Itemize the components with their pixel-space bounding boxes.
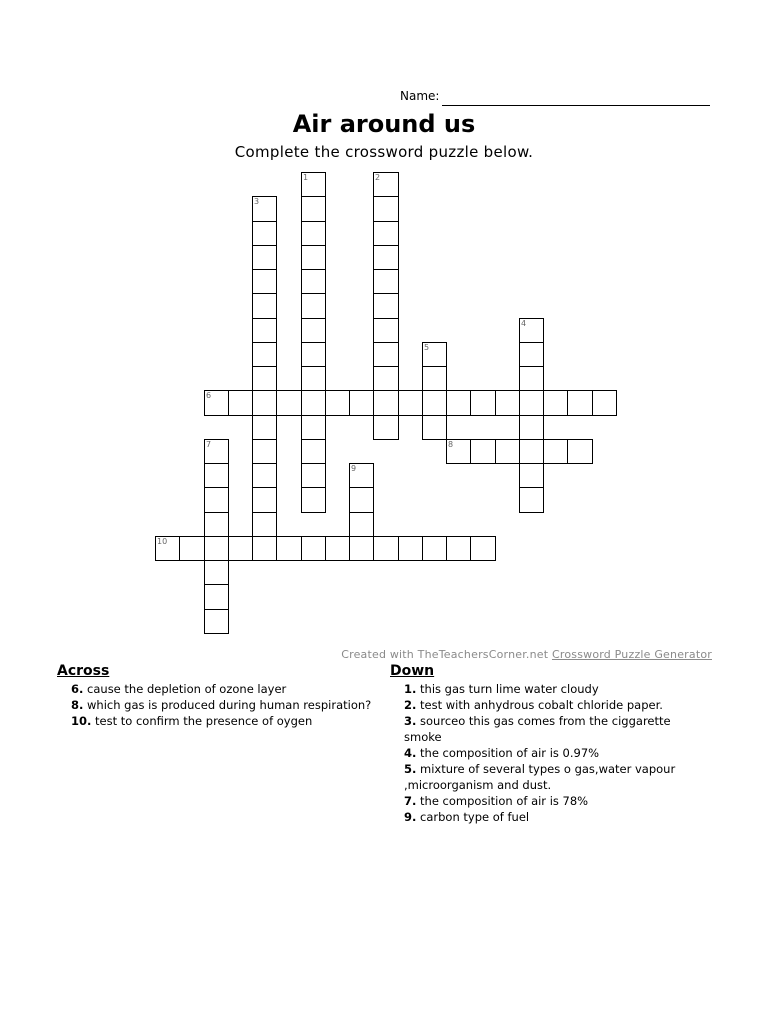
clue-number: 1 xyxy=(303,173,309,182)
crossword-cell[interactable] xyxy=(543,390,568,416)
clue-number-label: 1. xyxy=(404,682,417,696)
crossword-cell[interactable] xyxy=(373,366,399,391)
clue-text: sourceo this gas comes from the ciggarette smoke xyxy=(404,714,671,744)
crossword-cell[interactable] xyxy=(252,221,277,246)
across-clue xyxy=(71,713,391,729)
crossword-cell[interactable] xyxy=(422,390,447,416)
clue-text: test with anhydrous cobalt chloride paper. xyxy=(416,698,663,712)
crossword-cell[interactable] xyxy=(519,463,544,488)
crossword-cell[interactable] xyxy=(301,390,326,416)
crossword-cell[interactable] xyxy=(204,536,229,561)
crossword-cell[interactable] xyxy=(495,390,520,416)
crossword-cell[interactable] xyxy=(519,439,544,464)
crossword-cell[interactable] xyxy=(422,536,447,561)
down-clue xyxy=(404,697,704,713)
crossword-cell[interactable] xyxy=(252,439,277,464)
credit-text: Created with TheTeachersCorner.net xyxy=(341,648,552,661)
crossword-cell[interactable] xyxy=(543,439,568,464)
crossword-cell[interactable] xyxy=(204,463,229,488)
down-clue xyxy=(404,793,704,809)
crossword-cell[interactable] xyxy=(204,584,229,610)
crossword-cell[interactable] xyxy=(301,463,326,488)
credit-line xyxy=(341,648,712,661)
crossword-cell[interactable] xyxy=(301,245,326,270)
crossword-cell[interactable] xyxy=(252,390,277,416)
crossword-cell[interactable] xyxy=(519,487,544,513)
crossword-cell[interactable] xyxy=(470,536,496,561)
crossword-cell[interactable] xyxy=(446,536,471,561)
clue-number: 8 xyxy=(448,440,454,449)
clue-text: this gas turn lime water cloudy xyxy=(416,682,599,696)
clue-number-label: 4. xyxy=(404,746,417,760)
crossword-cell[interactable] xyxy=(301,318,326,343)
crossword-cell[interactable] xyxy=(325,390,350,416)
crossword-cell[interactable] xyxy=(204,609,229,634)
crossword-cell[interactable] xyxy=(422,366,447,391)
clue-text: the composition of air is 0.97% xyxy=(416,746,600,760)
crossword-cell[interactable] xyxy=(373,318,399,343)
clue-text: which gas is produced during human respiration? xyxy=(83,698,372,712)
crossword-cell[interactable] xyxy=(204,487,229,513)
crossword-cell[interactable] xyxy=(373,221,399,246)
generator-link[interactable]: Crossword Puzzle Generator xyxy=(551,648,712,661)
crossword-cell[interactable] xyxy=(228,390,253,416)
crossword-cell[interactable] xyxy=(398,536,423,561)
crossword-cell[interactable] xyxy=(301,293,326,319)
crossword-cell[interactable] xyxy=(567,439,593,464)
down-clue xyxy=(404,745,704,761)
crossword-cell[interactable] xyxy=(567,390,593,416)
down-clues xyxy=(404,681,704,825)
clue-text: mixture of several types o gas,water vapour ,microorganism and dust. xyxy=(404,762,676,792)
crossword-cell[interactable] xyxy=(252,342,277,367)
crossword-cell[interactable] xyxy=(398,390,423,416)
crossword-cell[interactable] xyxy=(252,366,277,391)
crossword-cell[interactable] xyxy=(446,390,471,416)
crossword-cell[interactable] xyxy=(252,293,277,319)
crossword-cell[interactable] xyxy=(252,245,277,270)
across-clues xyxy=(71,681,391,729)
crossword-cell[interactable] xyxy=(422,415,447,440)
clue-number: 5 xyxy=(424,343,430,352)
crossword-cell[interactable] xyxy=(349,536,374,561)
crossword-cell[interactable] xyxy=(252,415,277,440)
crossword-cell[interactable] xyxy=(470,439,496,464)
crossword-cell[interactable] xyxy=(470,390,496,416)
crossword-cell[interactable] xyxy=(373,390,399,416)
clue-number: 10 xyxy=(157,537,168,546)
crossword-cell[interactable] xyxy=(373,269,399,294)
crossword-cell[interactable] xyxy=(252,487,277,513)
page-title: Air around us xyxy=(292,110,476,138)
down-clue xyxy=(404,713,704,745)
crossword-cell[interactable] xyxy=(373,196,399,222)
crossword-cell[interactable] xyxy=(519,366,544,391)
crossword-cell[interactable] xyxy=(301,342,326,367)
crossword-cell[interactable] xyxy=(252,536,277,561)
clue-number-label: 3. xyxy=(404,714,417,728)
crossword-cell[interactable] xyxy=(252,318,277,343)
crossword-cell[interactable] xyxy=(301,366,326,391)
clue-number: 2 xyxy=(375,173,381,182)
clue-number: 4 xyxy=(521,319,527,328)
crossword-cell[interactable] xyxy=(301,415,326,440)
crossword-cell[interactable] xyxy=(301,269,326,294)
crossword-cell[interactable] xyxy=(301,536,326,561)
crossword-cell[interactable] xyxy=(495,439,520,464)
crossword-cell[interactable] xyxy=(349,512,374,537)
crossword-cell[interactable] xyxy=(349,390,374,416)
clue-number: 9 xyxy=(351,464,357,473)
crossword-cell[interactable] xyxy=(373,536,399,561)
clue-text: test to confirm the presence of oygen xyxy=(91,714,313,728)
clue-number: 7 xyxy=(206,440,212,449)
clue-text: carbon type of fuel xyxy=(416,810,530,824)
crossword-cell[interactable] xyxy=(228,536,253,561)
crossword-cell[interactable] xyxy=(301,439,326,464)
clue-number-label: 6. xyxy=(71,682,84,696)
crossword-cell[interactable] xyxy=(204,512,229,537)
crossword-cell[interactable] xyxy=(179,536,205,561)
clue-number-label: 10. xyxy=(71,714,92,728)
crossword-cell[interactable] xyxy=(204,560,229,585)
down-heading: Down xyxy=(390,663,435,679)
crossword-cell[interactable] xyxy=(349,487,374,513)
crossword-cell[interactable] xyxy=(301,487,326,513)
down-clue xyxy=(404,761,704,793)
crossword-cell[interactable] xyxy=(301,196,326,222)
clue-number-label: 7. xyxy=(404,794,417,808)
crossword-cell[interactable] xyxy=(252,463,277,488)
clue-number-label: 8. xyxy=(71,698,84,712)
crossword-cell[interactable] xyxy=(592,390,617,416)
crossword-cell[interactable] xyxy=(373,342,399,367)
clue-text: cause the depletion of ozone layer xyxy=(83,682,287,696)
crossword-cell[interactable] xyxy=(301,221,326,246)
instructions: Complete the crossword puzzle below. xyxy=(234,143,534,161)
down-clue xyxy=(404,809,704,825)
clue-number-label: 9. xyxy=(404,810,417,824)
name-label: Name: xyxy=(400,89,440,103)
crossword-cell[interactable] xyxy=(373,245,399,270)
crossword-cell[interactable] xyxy=(252,512,277,537)
crossword-cell[interactable] xyxy=(519,415,544,440)
across-heading: Across xyxy=(57,663,110,679)
clue-number-label: 2. xyxy=(404,698,417,712)
crossword-cell[interactable] xyxy=(373,293,399,319)
across-clue xyxy=(71,697,391,713)
crossword-cell[interactable] xyxy=(519,390,544,416)
crossword-cell[interactable] xyxy=(276,536,302,561)
down-clue xyxy=(404,681,704,697)
crossword-cell[interactable] xyxy=(373,415,399,440)
clue-number: 3 xyxy=(254,197,260,206)
crossword-cell[interactable] xyxy=(252,269,277,294)
across-clue xyxy=(71,681,391,697)
crossword-cell[interactable] xyxy=(325,536,350,561)
crossword-cell[interactable] xyxy=(519,342,544,367)
clue-number-label: 5. xyxy=(404,762,417,776)
crossword-cell[interactable] xyxy=(276,390,302,416)
clue-text: the composition of air is 78% xyxy=(416,794,589,808)
clue-number: 6 xyxy=(206,391,212,400)
